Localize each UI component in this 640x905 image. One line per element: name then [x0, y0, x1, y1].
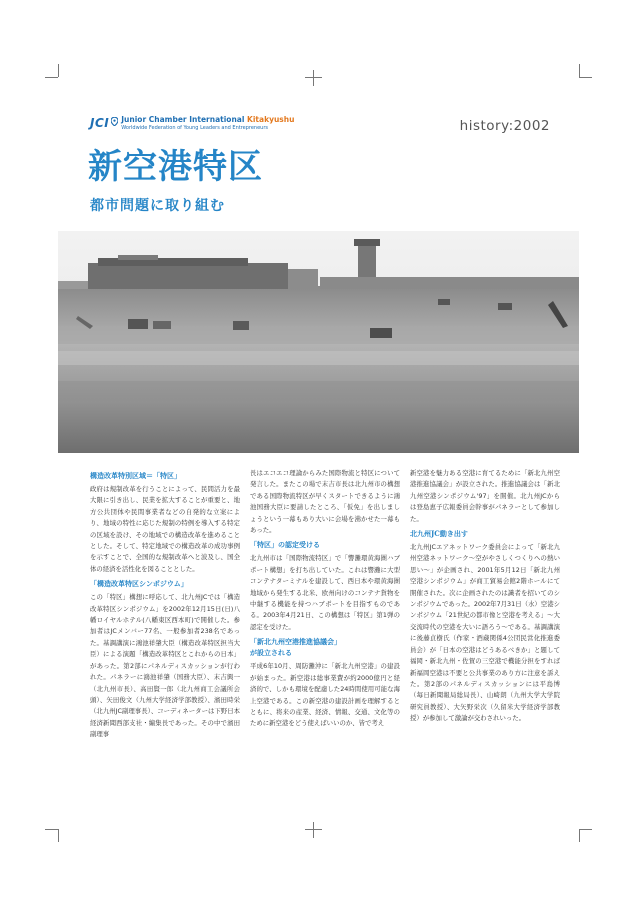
crop-mark — [58, 64, 59, 77]
logo-jci: JCI — [90, 116, 110, 130]
text-column-3 — [410, 468, 560, 728]
logo-tagline: Worldwide Federation of Young Leaders and Entrepreneurs — [121, 125, 268, 131]
text-column-2 — [250, 468, 400, 733]
paragraph: 新空港を魅力ある空港に育てるために「新北九州空港推進協議会」が設立された。推進協議会は「新北九州空港シンポジウム'97」を開催。北九州JCからは登島恵子広報委員会幹事がパネラーとして参加した。 — [410, 469, 560, 523]
section-heading: 「特区」の認定受ける — [250, 540, 320, 550]
crop-mark — [58, 829, 59, 842]
photo-graphic — [58, 231, 579, 453]
paragraph: 平成6年10月、周防灘沖に「新北九州空港」の建設が始まった。新空港は総事業費が約2000億円と経済的で、しかも環境を配慮した24時間使用可能な海上空港である。この新空港の建設計画を理解するとともに、将来の産業、経済、情報、交通、文化等のために新空港をどう使えばいいのか、皆で考え — [250, 662, 400, 728]
crop-mark — [579, 829, 580, 842]
crop-mark — [305, 77, 322, 78]
crop-mark — [579, 829, 592, 830]
page-title: 新空港特区 — [88, 147, 263, 187]
location-pin-icon — [111, 117, 118, 126]
history-label: history:2002 — [459, 118, 550, 134]
crop-mark — [45, 829, 58, 830]
section-heading: 「構造改革特区シンポジウム」 — [90, 579, 188, 589]
jci-logo — [90, 116, 294, 132]
page-header — [90, 116, 550, 138]
section-heading-cont: が設立される — [250, 648, 292, 658]
paragraph: 政府は規制改革を行うことによって、民間活力を最大限に引き出し、民業を拡大することが重要と、地方公共団体や民間事業者などの自発的な立案により、地域の特性に応じた規制の特例を導入する特定の区域を設け、その地域での構造改革を進めることとした。そして、特定地域での構造改革の成功事例を示すことで、全国的な規制改革へと波及し、国全体の経済を活性化を図ることとした。 — [90, 485, 240, 573]
construction-site-photo — [58, 231, 579, 453]
paragraph: 北九州市は「国際物流特区」で「響灘環黄海圏ハブポート構想」を打ち出していた。これは響灘に大型コンテナターミナルを建設して、西日本や環黄海圏地域から発生する北米、欧州向けのコンテナ貨物を中継する機能を持つハブポートを目指すものである。2003年4月21日、この構想は「特区」第1弾の認定を受けた。 — [250, 554, 400, 631]
section-heading: 北九州JC動き出す — [410, 529, 468, 539]
logo-org-name: Junior Chamber International — [121, 115, 245, 124]
page-subtitle: 都市問題に取り組む — [90, 198, 225, 214]
crop-mark — [45, 77, 58, 78]
crop-mark — [579, 64, 580, 77]
paragraph: この「特区」構想に呼応して、北九州JCでは「構造改革特区シンポジウム」を2002年12月15日(日)八幡ロイヤルホテル(八幡東区西本町)で開催した。参加者はJCメンバー77名、一般参加者238名であった。基調講演に鴻池祥肇大臣（構造改革特区担当大臣）による演題「構造改革特区とこれからの日本」があった。第2部にパネルディスカッションが行われた。パネラーに鴻池祥肇（国務大臣）、末吉興一（北九州市長）、高田賢一郎（北九州商工会議所会頭）、矢田俊文（九州大学経済学部教授）、濱田時栄（北九州JC副理事長）、コーディネーターは下野日本経済新聞西部支社・編集長であった。その中で濱田副理事 — [90, 593, 240, 739]
section-heading: 「新北九州空港推進協議会」 — [250, 637, 341, 647]
logo-city: Kitakyushu — [247, 115, 295, 124]
crop-mark — [305, 829, 322, 830]
paragraph: 長はエコエコ理論からみた国際物流と特区について発言した。またこの場で末吉市長は北九州市の構想である国際物流特区が早くスタートできるように鴻池国務大臣に要請したところ、「仮免」を出しましょうという一幕もあり大いに会場を沸かせた一幕もあった。 — [250, 469, 400, 535]
text-column-1 — [90, 468, 240, 744]
crop-mark — [579, 77, 592, 78]
crop-mark — [313, 822, 314, 838]
section-heading: 構造改革特別区域＝「特区」 — [90, 471, 181, 480]
crop-mark — [313, 70, 314, 86]
paragraph: 北九州JCエアネットワーク委員会によって「新北九州空港ネットワーク〜空がやさしくつくりへの熱い思い〜」が企画され、2001年5月12日「新北九州空港シンポジウム」が商工貿易会館2階ホールにて開催された。次に企画されたのは識者を招いてのシンポジウムであった。2002年7月31日（水）空港シンポジウム「21世紀の都市像と空港を考える」〜大交流時代の空港を大いに語ろう〜である。基調講演に後藤貞樹氏（作家・酒蔵関係4公団民営化推進委員会）が「日本の空港はどうあるべきか」と題して福岡・新北九州・佐賀の三空港で機能分担をすれば新福岡空港は不要と公共事業のあり方に注意を訴えた。第2部のパネルディスカッションには平島博（毎日新聞報局総局長）、山崎朗（九州大学大学院研究員教授）、大矢野栄次（久留米大学経済学部教授）が参加して激論が交わされいった。 — [410, 543, 560, 723]
